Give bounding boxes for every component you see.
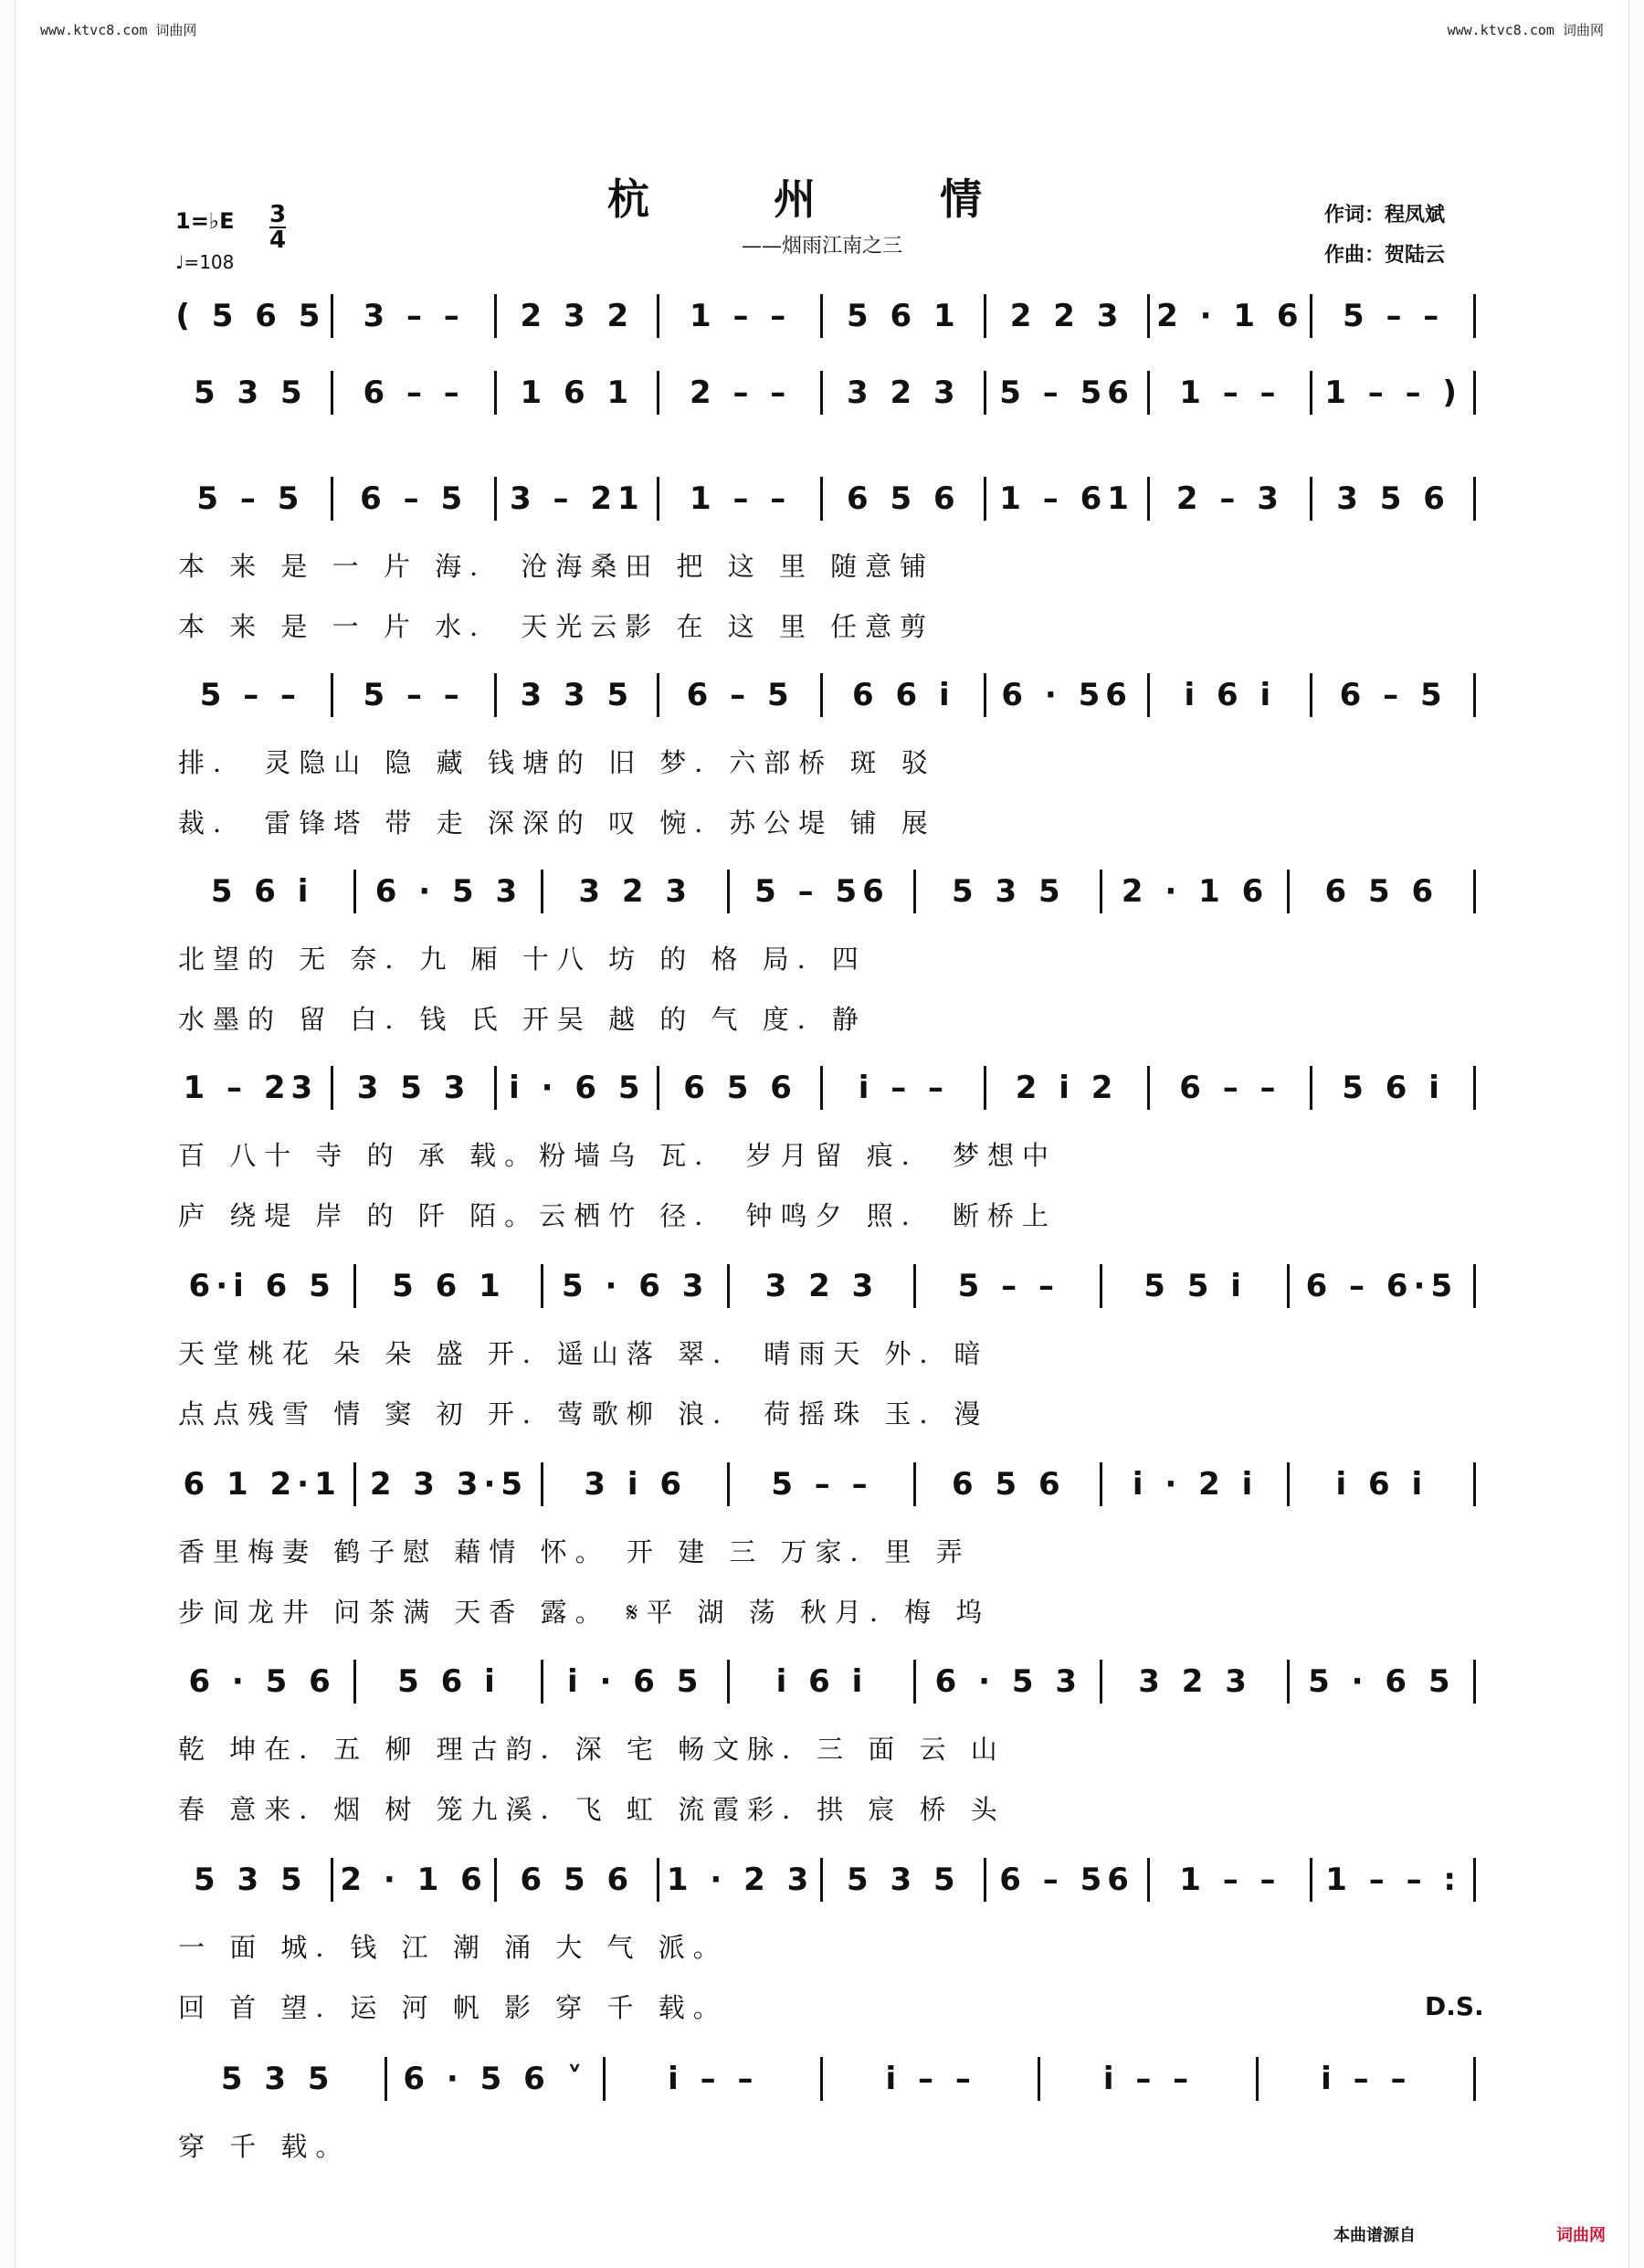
measure: 5 – – — [199, 677, 302, 713]
barline — [1473, 294, 1476, 338]
measure: 5 5 i — [1143, 1268, 1247, 1304]
measure: 5 6 1 — [847, 298, 961, 334]
measure: 6 · 5 6 ˅ — [403, 2061, 588, 2097]
measure: 5 3 5 — [194, 374, 308, 411]
notation-row — [169, 2053, 1475, 2104]
notation-row — [169, 367, 1475, 418]
lyric-line: 本 来 是 一 片 水． 天光云影 在 这 里 任意剪 — [178, 611, 935, 642]
measure: i 6 i — [775, 1663, 869, 1700]
lyric-line: 排． 灵隐山 隐 藏 钱塘的 旧 梦．六部桥 斑 驳 — [178, 747, 936, 778]
barline — [1473, 371, 1476, 415]
tempo-marking: ♩=108 — [175, 251, 235, 273]
lyric-line: 春 意来．烟 树 笼九溪．飞 虹 流霞彩．拱 宸 桥 头 — [178, 1794, 1006, 1825]
measure: 6 – 5 — [1339, 677, 1448, 713]
measure: 5 – – — [771, 1466, 873, 1503]
time-signature — [269, 203, 286, 252]
measure: 2 – – — [689, 374, 792, 411]
measure: 6 – – — [1179, 1070, 1281, 1106]
barline — [1473, 1660, 1476, 1704]
measure: i · 6 5 — [509, 1070, 646, 1106]
measure: 6 5 6 — [683, 1070, 797, 1106]
dal-segno-mark: D.S. — [1425, 1991, 1484, 2021]
measure: 3 2 3 — [1138, 1663, 1252, 1700]
measure: 2 3 2 — [520, 298, 635, 334]
measure: 5 – – — [957, 1268, 1059, 1304]
lyric-line: 点点残雪 情 窦 初 开．莺歌柳 浪． 荷摇珠 玉．漫 — [178, 1398, 989, 1429]
measure: 6 – 5 — [360, 480, 469, 517]
measure: 5 3 5 — [220, 2061, 335, 2097]
measure: 5 – 56 — [999, 374, 1134, 411]
measure: 5 6 i — [210, 873, 314, 910]
measure: 6 – 5 — [686, 677, 795, 713]
measure: 6 5 6 — [520, 1862, 635, 1898]
measure: 6 · 5 3 — [374, 873, 523, 910]
lyricist-credit: 作词：程凤斌 — [1324, 203, 1446, 227]
measure: 3 i 6 — [584, 1466, 688, 1503]
measure: 6 5 6 — [951, 1466, 1066, 1503]
measure: ( 5 6 5 — [175, 298, 326, 334]
measure: 6 · 5 3 — [934, 1663, 1082, 1700]
measure: 3 – – — [363, 298, 465, 334]
site-watermark-left[interactable]: www.ktvc8.com 词曲网 — [40, 22, 197, 38]
measure: 6 5 6 — [847, 480, 961, 517]
measure: 1 – – — [1179, 374, 1281, 411]
time-denominator: 4 — [269, 227, 287, 254]
key-signature: 1=♭E — [175, 208, 235, 234]
measure: 1 – – — [1179, 1862, 1281, 1898]
measure: 1 – – : — [1325, 1862, 1461, 1898]
site-watermark-right[interactable]: www.ktvc8.com 词曲网 — [1447, 22, 1604, 38]
time-numerator: 3 — [269, 201, 287, 228]
measure: 1 · 2 3 — [666, 1862, 815, 1898]
measure: 3 2 3 — [847, 374, 961, 411]
measure: 5 – 56 — [754, 873, 890, 910]
measure: 6 – 6·5 — [1305, 1268, 1459, 1304]
measure: i – – — [885, 2061, 976, 2097]
measure: 5 6 i — [1342, 1070, 1445, 1106]
lyric-line: 本 来 是 一 片 海． 沧海桑田 把 这 里 随意铺 — [178, 551, 935, 582]
barline — [1473, 2057, 1476, 2101]
measure: i · 6 5 — [567, 1663, 704, 1700]
notation-row — [169, 473, 1475, 524]
barline — [1473, 870, 1476, 913]
lyric-line: 穿 千 载。 — [178, 2131, 351, 2162]
lyric-line: 百 八十 寺 的 承 载。粉墙乌 瓦． 岁月留 痕． 梦想中 — [178, 1140, 1057, 1171]
notation-row — [169, 1459, 1475, 1510]
notation-row — [169, 1062, 1475, 1113]
measure: 1 – 23 — [183, 1070, 319, 1106]
measure: i – – — [1102, 2061, 1195, 2097]
measure: 6 – – — [363, 374, 465, 411]
measure: 3 – 21 — [510, 480, 645, 517]
measure: 5 3 5 — [847, 1862, 961, 1898]
lyric-line: 步间龙井 问茶满 天香 露。 𝄋平 湖 荡 秋月．梅 坞 — [178, 1597, 991, 1628]
notation-row — [169, 1261, 1475, 1312]
measure: 6 6 i — [852, 677, 955, 713]
measure: 3 3 5 — [520, 677, 635, 713]
lyric-line: 庐 绕堤 岸 的 阡 陌。云栖竹 径． 钟鸣夕 照． 断桥上 — [178, 1200, 1057, 1231]
measure: 6 1 2·1 — [183, 1466, 342, 1503]
song-title: 杭 州 情 — [606, 174, 1038, 224]
measure: 1 – – ) — [1324, 374, 1462, 411]
measure: 3 5 3 — [356, 1070, 471, 1106]
notation-row — [169, 1656, 1475, 1707]
measure: 1 – 61 — [999, 480, 1134, 517]
measure: i – – — [668, 2061, 759, 2097]
measure: 6 · 56 — [1001, 677, 1133, 713]
measure: 5 · 6 3 — [562, 1268, 710, 1304]
barline — [1473, 477, 1476, 521]
measure: 2 i 2 — [1015, 1070, 1119, 1106]
notation-row — [169, 866, 1475, 917]
barline — [1473, 1462, 1476, 1506]
barline — [1473, 1264, 1476, 1308]
right-margin-strip — [1628, 0, 1644, 2268]
footer-source-label: 本曲谱源自 — [1333, 2226, 1416, 2245]
measure: 3 2 3 — [764, 1268, 880, 1304]
notation-row — [169, 670, 1475, 721]
barline — [1473, 673, 1476, 717]
measure: i 6 i — [1184, 677, 1277, 713]
lyric-line: 裁． 雷锋塔 带 走 深深的 叹 惋．苏公堤 铺 展 — [178, 807, 936, 839]
measure: 5 6 1 — [392, 1268, 506, 1304]
measure: 1 – – — [689, 298, 792, 334]
measure: 5 · 6 5 — [1308, 1663, 1456, 1700]
barline — [1473, 1066, 1476, 1110]
measure: 2 · 1 6 — [1156, 298, 1304, 334]
measure: 2 · 1 6 — [340, 1862, 488, 1898]
measure: i – – — [858, 1070, 950, 1106]
measure: 5 – 5 — [196, 480, 305, 517]
measure: 6·i 6 5 — [188, 1268, 336, 1304]
measure: 5 3 5 — [951, 873, 1066, 910]
lyric-line: 回 首 望．运 河 帆 影 穿 千 载。 — [178, 1992, 728, 2023]
measure: 2 3 3·5 — [369, 1466, 529, 1503]
measure: 5 3 5 — [194, 1862, 308, 1898]
barline — [1473, 1858, 1476, 1902]
measure: 1 6 1 — [520, 374, 635, 411]
measure: 2 2 3 — [1009, 298, 1124, 334]
measure: 2 · 1 6 — [1121, 873, 1270, 910]
measure: 6 · 5 6 — [188, 1663, 336, 1700]
measure: 3 2 3 — [578, 873, 693, 910]
composer-credit: 作曲：贺陆云 — [1324, 243, 1446, 267]
lyric-line: 天堂桃花 朵 朵 盛 开．遥山落 翠． 晴雨天 外．暗 — [178, 1338, 989, 1369]
lyric-line: 一 面 城．钱 江 潮 涌 大 气 派。 — [178, 1932, 728, 1963]
measure: 2 – 3 — [1175, 480, 1284, 517]
lyric-line: 北望的 无 奈．九 厢 十八 坊 的 格 局．四 — [178, 944, 867, 975]
measure: 1 – – — [689, 480, 792, 517]
measure: i · 2 i — [1132, 1466, 1259, 1503]
notation-row — [169, 1854, 1475, 1905]
left-margin-strip — [0, 0, 16, 2268]
measure: 3 5 6 — [1336, 480, 1450, 517]
measure: 5 – – — [1342, 298, 1445, 334]
measure: 6 – 56 — [999, 1862, 1134, 1898]
notation-row — [169, 290, 1475, 342]
measure: i – – — [1321, 2061, 1412, 2097]
measure: 6 5 6 — [1324, 873, 1439, 910]
measure: i 6 i — [1335, 1466, 1428, 1503]
lyric-line: 水墨的 留 白．钱 氏 开吴 越 的 气 度．静 — [178, 1004, 867, 1035]
song-subtitle: ——烟雨江南之三 — [741, 235, 902, 258]
footer-brand-link[interactable]: 词曲网 — [1556, 2226, 1606, 2245]
lyric-line: 乾 坤在．五 柳 理古韵．深 宅 畅文脉．三 面 云 山 — [178, 1734, 1006, 1765]
measure: 5 – – — [363, 677, 465, 713]
measure: 5 6 i — [397, 1663, 501, 1700]
lyric-line: 香里梅妻 鹤子慰 藉情 怀。 开 建 三 万家．里 弄 — [178, 1536, 971, 1567]
